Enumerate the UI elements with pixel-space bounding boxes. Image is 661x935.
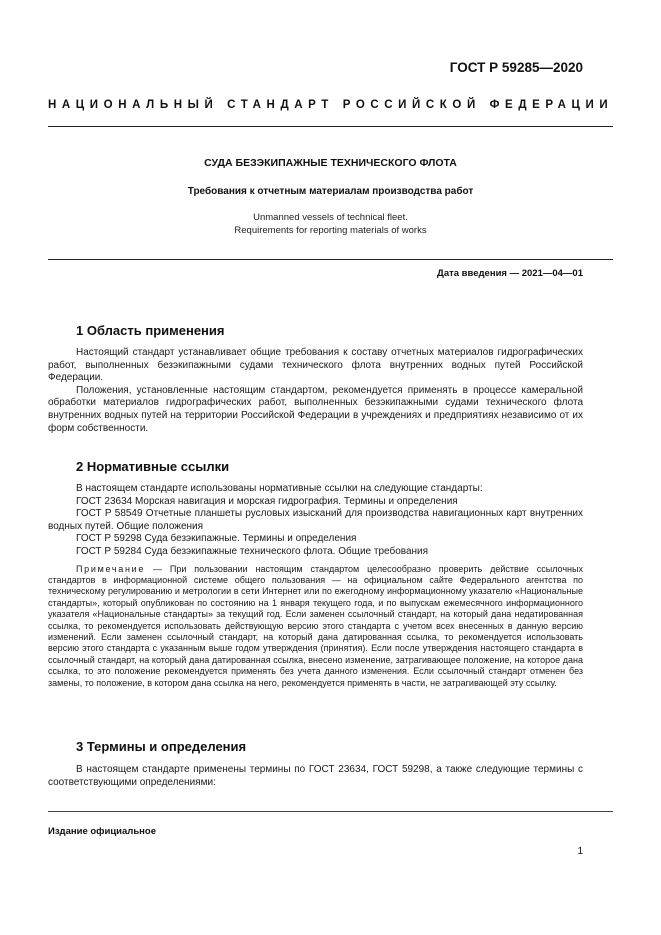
title-divider — [48, 259, 613, 260]
footer-divider — [48, 811, 613, 812]
note-label: Примечание — [76, 563, 146, 574]
page-number: 1 — [577, 846, 583, 857]
paragraph: В настоящем стандарте использованы нормативные ссылки на следующие стандарты: — [76, 483, 483, 494]
document-title: СУДА БЕЗЭКИПАЖНЫЕ ТЕХНИЧЕСКОГО ФЛОТА — [204, 157, 457, 169]
paragraph: Положения, установленные настоящим стандартом, рекомендуется применять в процессе камеральной обработки материалов гидрографических работ, выполненных безэкипажными судами технического флота внутренних водных путей на территории Российской Федерации в учреждениях и предприятиях независимо от их форм собственности. — [48, 384, 583, 434]
gost-code: ГОСТ Р 59285—2020 — [449, 60, 583, 75]
reference-item: ГОСТ Р 59284 Суда безэкипажные технического флота. Общие требования — [76, 545, 429, 557]
english-title — [48, 212, 613, 237]
english-title-line-2: Requirements for reporting materials of works — [234, 224, 427, 236]
paragraph: В настоящем стандарте применены термины по ГОСТ 23634, ГОСТ 59298, а также следующие термины с соответствующими определениями: — [48, 764, 583, 788]
section-terms — [48, 739, 583, 789]
note-text: — При пользовании настоящим стандартом целесообразно проверить действие ссылочных стандартов в информационной системе общего пользования — на официальном сайте Федерального агентства по техническому регулированию и метрологии в сети Интернет или по ежегодному информационному указателю «Национальные стандарты», который опубликован по состоянию на 1 января текущего года, и по выпускам ежемесячного информационного указателя «Национальные стандарты» за текущий год. Если заменен ссылочный стандарт, на который дана недатированная ссылка, то рекомендуется использовать действующую версию этого стандарта с учетом всех внесенных в данную версию изменений. Если заменен ссылочный стандарт, на который дана датированная ссылка, то рекомендуется использовать версию этого стандарта с указанным выше годом утверждения (принятия). Если после утверждения настоящего стандарта в ссылочный стандарт, на который дана датированная ссылка, внесено изменение, затрагивающее положение, на которое дана ссылка, то это положение рекомендуется применять без учета данного изменения. Если ссылочный стандарт отменен без замены, то положение, в котором дана ссылка на него, рекомендуется применять в части, не затрагивающей эту ссылку. — [48, 563, 583, 688]
section-scope — [48, 323, 583, 435]
paragraph: Настоящий стандарт устанавливает общие требования к составу отчетных материалов гидрографических работ, выполненных безэкипажными судами технического флота внутренних водных путей Российской Федерации. — [48, 347, 583, 384]
top-divider — [48, 126, 613, 127]
note-block — [48, 564, 583, 689]
section-heading: 3 Термины и определения — [76, 739, 247, 754]
section-normative-references — [48, 459, 583, 689]
reference-item: ГОСТ Р 58549 Отчетные планшеты русловых изысканий для производства навигационных карт внутренних водных путей. Общие положения — [48, 508, 583, 532]
reference-item: ГОСТ Р 59298 Суда безэкипажные. Термины и определения — [76, 533, 357, 545]
document-subtitle: Требования к отчетным материалам производства работ — [187, 186, 474, 197]
english-title-line-1: Unmanned vessels of technical fleet. — [253, 212, 408, 223]
reference-item: ГОСТ 23634 Морская навигация и морская гидрография. Термины и определения — [76, 495, 458, 507]
national-standard-banner: НАЦИОНАЛЬНЫЙ СТАНДАРТ РОССИЙСКОЙ ФЕДЕРАЦИИ — [48, 99, 614, 111]
date-of-introduction: Дата введения — 2021—04—01 — [437, 268, 583, 279]
note-paragraph — [48, 564, 583, 689]
official-edition-label: Издание официальное — [48, 826, 156, 837]
section-heading: 2 Нормативные ссылки — [76, 459, 230, 474]
section-heading: 1 Область применения — [76, 323, 225, 338]
